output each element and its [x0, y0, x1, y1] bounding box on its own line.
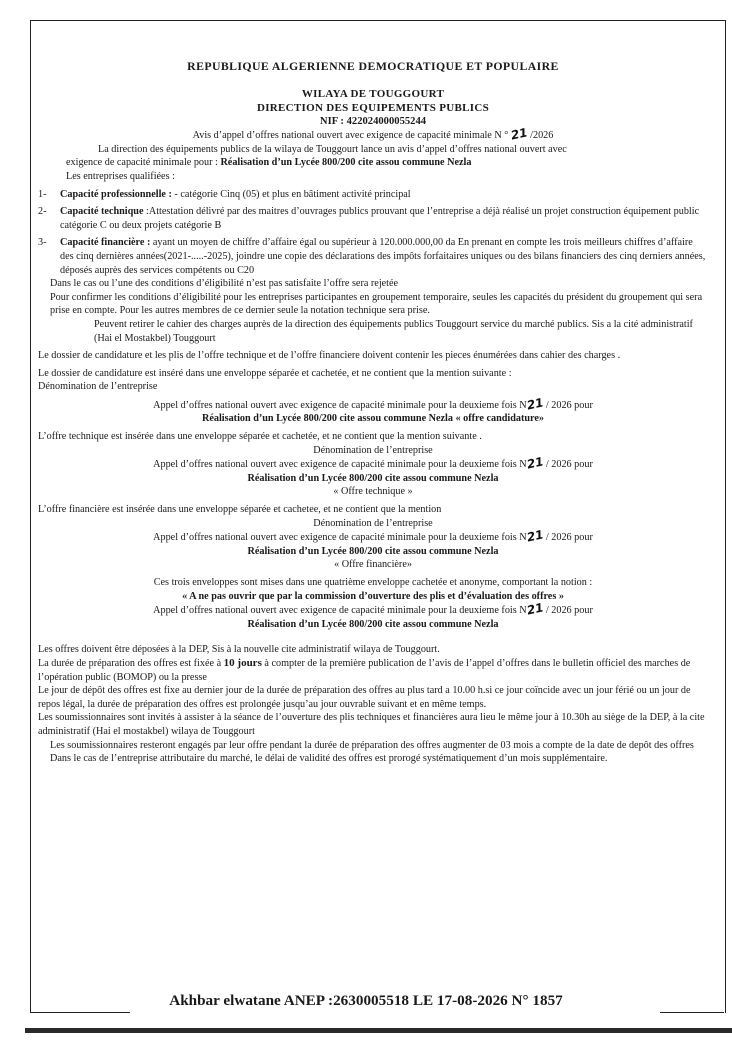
dossier-paragraph: Le dossier de candidature et les plis de l’offre technique et de l’offre financiere doivent contenir les pieces énumérées dans cahier des charges .: [38, 350, 621, 362]
candidature-envelope-paragraph: Le dossier de candidature est inséré dans une enveloppe séparée et cachetée, et ne contient que la mention suivante :: [38, 367, 512, 379]
criterion-professional: [38, 188, 708, 202]
technical-denomination: Dénomination de l’entreprise: [313, 444, 433, 456]
candidature-realisation: [38, 412, 708, 426]
engagement-paragraph: Les soumissionnaires resteront engagés par leur offre pendant la durée de préparation des offres augmenter de 03 mois a compte de la date de depôt des offres: [50, 739, 694, 751]
mention-appel-text: Appel d’offres national ouvert avec exigence de capacité minimale pour la deuxieme fois: [153, 459, 517, 471]
mention-appel-text: Appel d’offres national ouvert avec exigence de capacité minimale pour la deuxieme fois: [153, 399, 517, 411]
mention-appel-text: Appel d’offres national ouvert avec exigence de capacité minimale pour la deuxieme fois: [153, 532, 517, 544]
mention-year: / 2026 pour: [545, 459, 593, 471]
final-number-handwritten: 21: [525, 600, 545, 618]
final-realisation: Réalisation d’un Lycée 800/200 cite assou commune Nezla: [247, 618, 499, 630]
criterion-number: 2-: [38, 206, 47, 218]
publication-footer: [0, 992, 732, 1010]
opening-invitation-paragraph: Les soumissionnaires sont invités à assister à la séance de l’ouverture des plis techniques et financières aura lieu le même jour à 10.30h au siège de la DEP, à la cite administratif (Hai el mostakbel) wilaya de Touggourt: [38, 712, 705, 737]
duration-text-a: La durée de préparation des offres est fixée à: [38, 657, 224, 669]
frame-bottom-right-rule: [660, 1012, 724, 1013]
intro-line-1: La direction des équipements publics de la wilaya de Touggourt lance un avis d’appel d’offres national ouvert avec: [98, 143, 567, 155]
criterion-financial: [38, 236, 708, 277]
avis-title: [38, 125, 708, 143]
financial-denomination: Dénomination de l’entreprise: [313, 517, 433, 529]
notice-body: [38, 52, 708, 766]
criterion-text: ayant un moyen de chiffre d’affaire égal ou supérieur à 120.000.000,00 da En prenant en compte les trois meilleurs chiffres d’affaire des cinq dernières années(2021-.....-2025), joindre une copie des déclarations des impôts forfaitaires uniques ou des bilans financiers des cinq derniers années, déposés auprès des services compétents ou C20: [60, 237, 706, 276]
criterion-number: 1-: [38, 188, 47, 200]
issue-number: N° 1857: [511, 992, 563, 1009]
do-not-open-notice: « A ne pas ouvrir que par la commission d’ouverture des plis et d’évaluation des offres »: [182, 590, 564, 602]
criterion-number: 3-: [38, 237, 47, 249]
technical-label: « Offre technique »: [333, 486, 413, 498]
eligibility-paragraph: Dans le cas ou l’une des conditions d’éligibilité n’est pas satisfaite l’offre sera rejetée: [50, 278, 399, 290]
avis-number-handwritten: 21: [509, 125, 529, 143]
candidature-mention: [38, 395, 708, 413]
mention-year: / 2026 pour: [545, 399, 593, 411]
avis-year: /2026: [530, 130, 554, 142]
denomination-label: Dénomination de l’entreprise: [38, 381, 158, 393]
candidature-label: « offre candidature»: [455, 413, 545, 425]
criterion-label: Capacité technique: [60, 206, 144, 218]
wilaya-title: WILAYA DE TOUGGOURT: [301, 87, 445, 100]
deposit-day-paragraph: Le jour de dépôt des offres est fixe au dernier jour de la durée de préparation des offres au plus tard a 10.00 h.si ce jour coïncide avec un jour férié ou un jour de repos légal, la durée de préparation des offres est prolongée jusqu’au jour ouvrable suivant et en même temps.: [38, 685, 691, 710]
technical-number-handwritten: 21: [525, 454, 545, 472]
mention-n-prefix: N: [519, 605, 527, 617]
mention-n-prefix: N: [519, 532, 527, 544]
publication-name: Akhbar elwatane: [169, 992, 281, 1009]
four-envelopes-paragraph: Ces trois enveloppes sont mises dans une quatrième enveloppe cachetée et anonyme, comportant la notion :: [153, 577, 593, 588]
anep-number: ANEP :2630005518: [283, 992, 410, 1009]
frame-bottom-left-rule: [30, 1012, 130, 1013]
avis-text: Avis d’appel d’offres national ouvert avec exigence de capacité minimale N °: [192, 130, 509, 142]
bottom-rule: [25, 1028, 732, 1033]
mention-year: / 2026 pour: [545, 605, 593, 617]
duration-days: 10 jours: [223, 656, 262, 669]
financial-realisation: Réalisation d’un Lycée 800/200 cite assou commune Nezla: [247, 545, 499, 557]
criterion-label: Capacité financière :: [60, 237, 151, 249]
direction-title: DIRECTION DES EQUIPEMENTS PUBLICS: [256, 101, 490, 114]
financial-number-handwritten: 21: [525, 527, 545, 545]
candidature-number-handwritten: 21: [525, 395, 545, 413]
mention-n-prefix: N: [519, 459, 527, 471]
criterion-technical: [38, 205, 708, 232]
duration-text-b: à compter de la première publication de l’avis de l’appel d’offres dans le bulletin officiel des marches de l’opération public (BOMOP) ou la presse: [38, 657, 691, 683]
technical-envelope-paragraph: L’offre technique est insérée dans une enveloppe séparée et cachetée, et ne contient que la mention suivante .: [38, 431, 482, 443]
financial-mention: [38, 527, 708, 545]
deposit-paragraph: Les offres doivent être déposées à la DEP, Sis à la nouvelle cite administratif wilaya de Touggourt.: [38, 644, 440, 656]
nif-line: NIF : 422024000055244: [319, 115, 427, 127]
mention-appel-text: Appel d’offres national ouvert avec exigence de capacité minimale pour la deuxieme fois: [153, 605, 517, 617]
mention-year: / 2026 pour: [545, 532, 593, 544]
technical-realisation: Réalisation d’un Lycée 800/200 cite assou commune Nezla: [247, 472, 499, 484]
technical-mention: [38, 454, 708, 472]
financial-label: « Offre financière»: [334, 559, 412, 571]
qualified-companies-label: Les entreprises qualifiées :: [66, 170, 175, 182]
validity-paragraph: Dans le cas de l’entreprise attributaire du marché, le délai de validité des offres est prorogé systématiquement d’un mois supplémentaire.: [50, 753, 608, 765]
final-mention: [38, 600, 708, 618]
intro-exigence-text: exigence de capacité minimale pour :: [66, 157, 221, 169]
criterion-text: :Attestation délivré par des maitres d’ouvrages publics prouvant que l’entreprise a déjà réalisé un projet construction équipement public catégorie C ou deux projets catégorie B: [60, 206, 700, 231]
grouping-paragraph: Pour confirmer les conditions d’éligibilité pour les entreprises participantes en groupement temporaire, seules les capacités du président du groupement qui sera prise en compte. Pour les autres membres de ce dernier seule la notation technique sera prise.: [50, 291, 703, 317]
republic-title: REPUBLIQUE ALGERIENNE DEMOCRATIQUE ET POPULAIRE: [187, 59, 559, 73]
mention-n-prefix: N: [519, 399, 527, 411]
criterion-label: Capacité professionnelle :: [60, 188, 172, 200]
project-name: Réalisation d’un Lycée 800/200 cite assou commune Nezla: [220, 157, 472, 169]
intro-line-2: [38, 156, 708, 170]
publication-date: LE 17-08-2026: [412, 992, 508, 1009]
withdraw-paragraph: Peuvent retirer le cahier des charges auprès de la direction des équipements publics Touggourt service du marché publics. Sis a la cité administratif (Hai el Mostakbel) Touggourt: [94, 318, 693, 344]
financial-envelope-paragraph: L’offre financière est insérée dans une enveloppe séparée et cachetee, et ne contient que la mention: [38, 504, 442, 516]
duration-paragraph: [38, 657, 708, 684]
mention-realisation: Réalisation d’un Lycée 800/200 cite assou commune Nezla: [201, 413, 453, 425]
criterion-text: - catégorie Cinq (05) et plus en bâtiment activité principal: [171, 188, 411, 200]
